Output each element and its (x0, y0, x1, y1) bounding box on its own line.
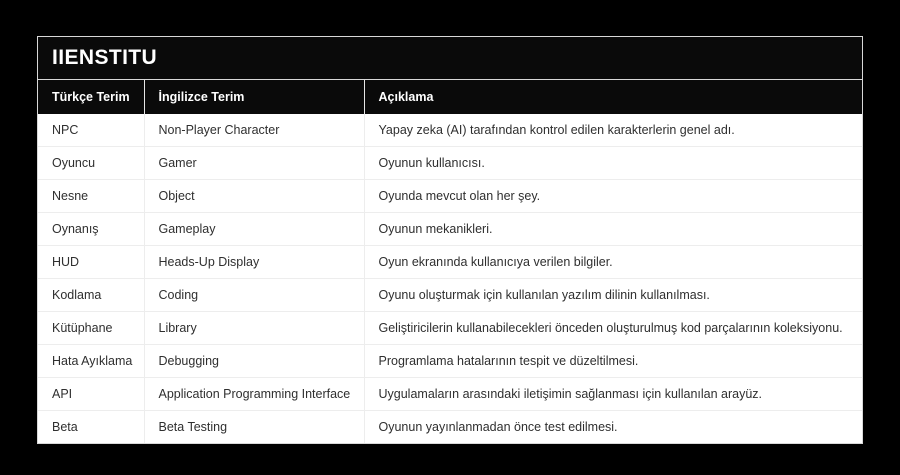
cell-aciklama: Oyunun kullanıcısı. (364, 147, 862, 180)
cell-aciklama: Oyunun mekanikleri. (364, 213, 862, 246)
cell-ingilizce: Beta Testing (144, 411, 364, 444)
table-row (38, 279, 862, 312)
table-row (38, 180, 862, 213)
table-row (38, 114, 862, 147)
table-row (38, 378, 862, 411)
cell-turkce: HUD (38, 246, 144, 279)
cell-ingilizce: Library (144, 312, 364, 345)
table-header-row (38, 80, 862, 114)
cell-aciklama: Oyun ekranında kullanıcıya verilen bilgiler. (364, 246, 862, 279)
column-header-aciklama: Açıklama (364, 80, 862, 114)
brand-bar (38, 37, 862, 80)
table-body (38, 114, 862, 443)
cell-aciklama: Programlama hatalarının tespit ve düzeltilmesi. (364, 345, 862, 378)
table-header (38, 80, 862, 114)
cell-turkce: Beta (38, 411, 144, 444)
glossary-card (37, 36, 863, 444)
cell-ingilizce: Non-Player Character (144, 114, 364, 147)
cell-ingilizce: Gameplay (144, 213, 364, 246)
cell-turkce: Nesne (38, 180, 144, 213)
cell-aciklama: Geliştiricilerin kullanabilecekleri önceden oluşturulmuş kod parçalarının koleksiyonu. (364, 312, 862, 345)
cell-turkce: Oyuncu (38, 147, 144, 180)
table-row (38, 411, 862, 444)
table-row (38, 312, 862, 345)
cell-aciklama: Uygulamaların arasındaki iletişimin sağlanması için kullanılan arayüz. (364, 378, 862, 411)
table-row (38, 246, 862, 279)
cell-turkce: API (38, 378, 144, 411)
cell-ingilizce: Coding (144, 279, 364, 312)
table-row (38, 345, 862, 378)
glossary-table (38, 80, 862, 443)
cell-turkce: Oynanış (38, 213, 144, 246)
cell-aciklama: Yapay zeka (AI) tarafından kontrol edilen karakterlerin genel adı. (364, 114, 862, 147)
cell-aciklama: Oyunda mevcut olan her şey. (364, 180, 862, 213)
cell-turkce: Kodlama (38, 279, 144, 312)
column-header-ingilizce: İngilizce Terim (144, 80, 364, 114)
cell-turkce: NPC (38, 114, 144, 147)
table-row (38, 147, 862, 180)
cell-ingilizce: Gamer (144, 147, 364, 180)
cell-turkce: Kütüphane (38, 312, 144, 345)
cell-turkce: Hata Ayıklama (38, 345, 144, 378)
cell-ingilizce: Application Programming Interface (144, 378, 364, 411)
column-header-turkce: Türkçe Terim (38, 80, 144, 114)
cell-aciklama: Oyunun yayınlanmadan önce test edilmesi. (364, 411, 862, 444)
cell-aciklama: Oyunu oluşturmak için kullanılan yazılım dilinin kullanılması. (364, 279, 862, 312)
brand-logo: IIENSTITU (52, 46, 158, 69)
table-row (38, 213, 862, 246)
cell-ingilizce: Object (144, 180, 364, 213)
cell-ingilizce: Debugging (144, 345, 364, 378)
cell-ingilizce: Heads-Up Display (144, 246, 364, 279)
